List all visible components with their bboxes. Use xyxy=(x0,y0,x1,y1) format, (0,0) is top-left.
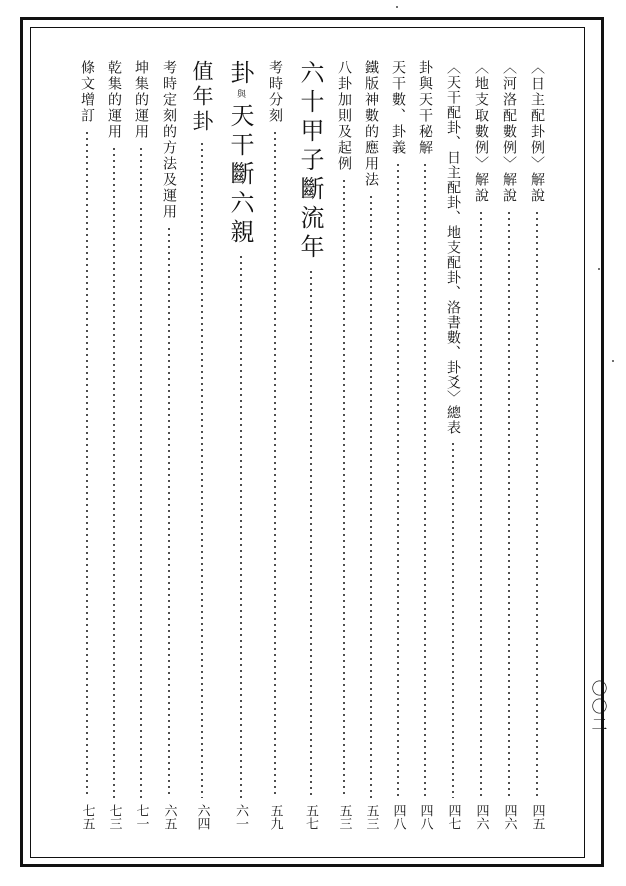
toc-entry-page: 五三 xyxy=(363,804,379,830)
toc-entry-page: 四八 xyxy=(417,804,433,830)
toc-entry-title: 乾集的運用 xyxy=(106,60,122,140)
leader-dots xyxy=(274,130,276,798)
toc-entry-page: 四八 xyxy=(390,804,406,830)
leader-dots xyxy=(424,162,426,798)
leader-dots xyxy=(113,146,115,798)
toc-entry[interactable] xyxy=(361,60,381,830)
toc-entry[interactable] xyxy=(104,60,124,830)
leader-dots xyxy=(508,210,510,798)
leader-dots xyxy=(343,178,345,798)
toc-section-title: 值年卦 xyxy=(190,60,214,135)
toc-entry[interactable] xyxy=(77,60,97,830)
toc-entry-page: 七一 xyxy=(133,804,149,830)
leader-dots xyxy=(452,441,454,798)
toc-entry[interactable] xyxy=(471,60,491,830)
toc-entry[interactable] xyxy=(159,60,179,830)
scan-speck xyxy=(396,6,398,8)
leader-dots xyxy=(536,210,538,798)
toc-entry-title: 鐵版神數的應用法 xyxy=(363,60,379,188)
toc-entry[interactable] xyxy=(265,60,285,830)
toc-entry-title: 〈地支取數例〉解說 xyxy=(473,60,489,204)
toc-entry[interactable] xyxy=(499,60,519,830)
toc-entry[interactable] xyxy=(388,60,408,830)
toc-entry-title: 考時定刻的方法及運用 xyxy=(161,60,177,220)
leader-dots xyxy=(397,162,399,798)
toc-entry[interactable] xyxy=(443,60,463,830)
toc-section-page: 六四 xyxy=(194,804,210,830)
toc-section-title-part: 天干斷六親 xyxy=(226,103,254,248)
toc-section[interactable] xyxy=(187,60,217,830)
toc-entry-page: 四六 xyxy=(473,804,489,830)
toc-entry-title: 天干數、卦義 xyxy=(390,60,406,156)
toc-section[interactable] xyxy=(223,60,258,830)
leader-dots xyxy=(310,269,312,798)
toc-section-title: 六十甲子斷流年 xyxy=(296,60,324,263)
toc-entry-page: 六五 xyxy=(161,804,177,830)
toc-entry[interactable] xyxy=(334,60,354,830)
toc-entry-title: 考時分刻 xyxy=(267,60,283,124)
toc-entry-title: 〈河洛配數例〉解說 xyxy=(501,60,517,204)
toc-entry[interactable] xyxy=(131,60,151,830)
toc-section-page: 六一 xyxy=(233,804,248,830)
leader-dots xyxy=(370,194,372,798)
toc-section-page: 五七 xyxy=(303,804,318,830)
scan-speck xyxy=(612,360,614,362)
toc-entry-page: 四七 xyxy=(445,804,461,830)
leader-dots xyxy=(240,254,242,798)
toc-entry-page: 四六 xyxy=(501,804,517,830)
toc-entry-page: 七三 xyxy=(106,804,122,830)
toc-entry[interactable] xyxy=(415,60,435,830)
toc-entry-title: 〈天干配卦、日主配卦、地支配卦、洛書數、卦爻〉總表 xyxy=(445,60,461,435)
leader-dots xyxy=(480,210,482,798)
page-folio: 〇〇二 xyxy=(589,680,608,734)
toc-entry-page: 四五 xyxy=(529,804,545,830)
toc-section-title xyxy=(223,60,258,248)
toc-entry-title: 坤集的運用 xyxy=(133,60,149,140)
toc-section-title-part: 卦 xyxy=(226,60,254,89)
leader-dots xyxy=(201,141,203,798)
toc-entry-page: 七五 xyxy=(79,804,95,830)
toc-entry-title: 〈日主配卦例〉解說 xyxy=(529,60,545,204)
toc-entry-title: 條文增訂 xyxy=(79,60,95,124)
scan-speck xyxy=(598,268,600,270)
leader-dots xyxy=(86,130,88,798)
toc-section[interactable] xyxy=(293,60,328,830)
toc-entry-title: 卦與天干秘解 xyxy=(417,60,433,156)
toc-entry-page: 五三 xyxy=(336,804,352,830)
toc-section-title-small: 與 xyxy=(235,89,245,103)
leader-dots xyxy=(140,146,142,798)
toc-entry-page: 五九 xyxy=(267,804,283,830)
toc-entry-title: 八卦加則及起例 xyxy=(336,60,352,172)
toc-entry[interactable] xyxy=(527,60,547,830)
leader-dots xyxy=(168,226,170,798)
